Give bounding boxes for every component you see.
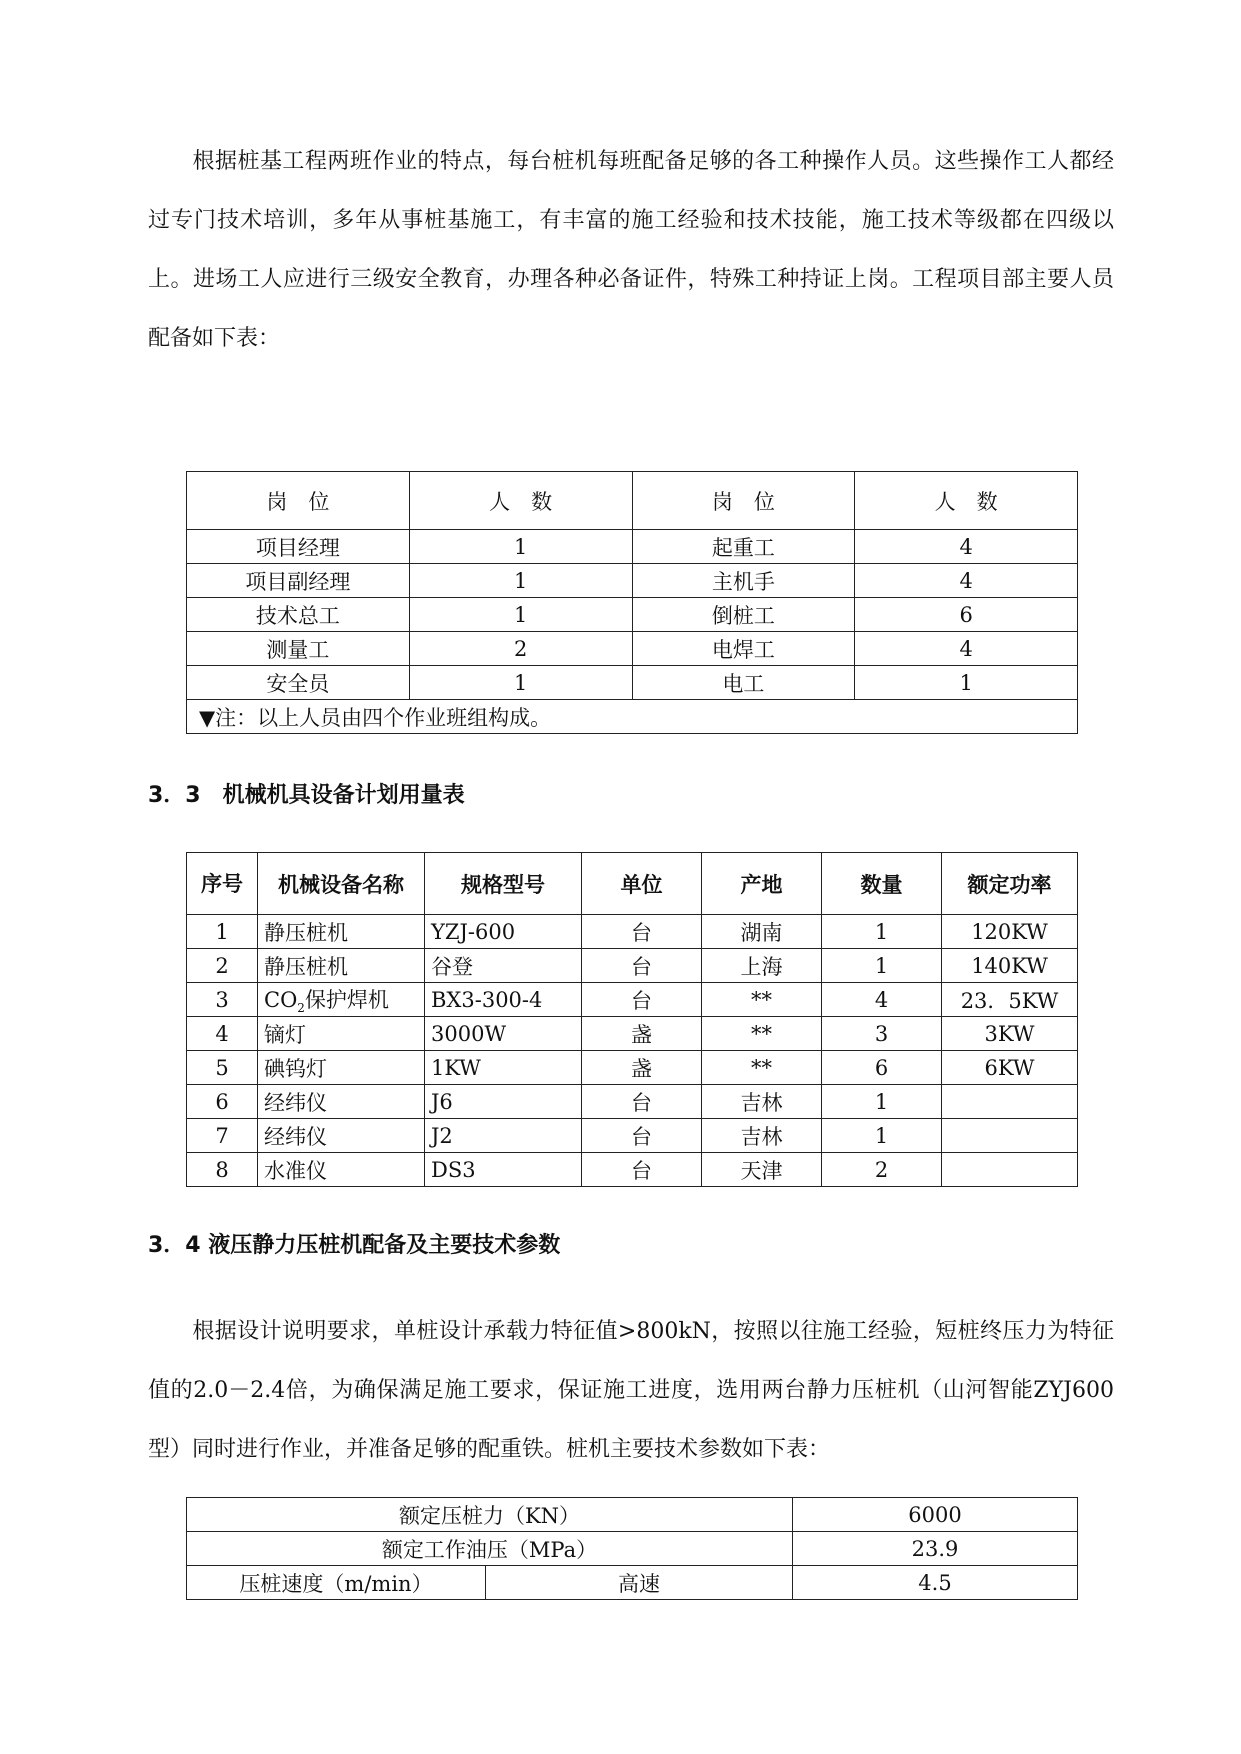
table-row xyxy=(187,1532,1078,1566)
table-cell: 6KW xyxy=(942,1051,1078,1085)
table-row xyxy=(187,1566,1078,1600)
table-cell: 4 xyxy=(187,1017,258,1051)
table-cell: 谷登 xyxy=(425,949,582,983)
table-cell: 1 xyxy=(855,666,1078,700)
section-heading-3-3: 3．3 机械机具设备计划用量表 xyxy=(148,783,465,808)
table-cell: 6 xyxy=(855,598,1078,632)
table-row xyxy=(187,1498,1078,1532)
table-cell: 台 xyxy=(582,915,702,949)
table-cell: 3KW xyxy=(942,1017,1078,1051)
table-cell: 3 xyxy=(187,983,258,1017)
table-cell: J2 xyxy=(425,1119,582,1153)
table-cell: 1 xyxy=(822,1119,942,1153)
table-row xyxy=(187,1153,1078,1187)
table-cell: 电焊工 xyxy=(632,632,855,666)
equip-header-name: 机械设备名称 xyxy=(258,853,425,915)
table-cell: 1 xyxy=(822,1085,942,1119)
table-cell: 3 xyxy=(822,1017,942,1051)
table-cell: ** xyxy=(702,1051,822,1085)
table-cell: 140KW xyxy=(942,949,1078,983)
table-cell: 120KW xyxy=(942,915,1078,949)
table-row xyxy=(187,1051,1078,1085)
equip-header-origin: 产地 xyxy=(702,853,822,915)
param-label: 额定工作油压（MPa） xyxy=(187,1532,793,1566)
table-row xyxy=(187,632,1078,666)
table-row xyxy=(187,1119,1078,1153)
equip-header-model: 规格型号 xyxy=(425,853,582,915)
table-cell: YZJ-600 xyxy=(425,915,582,949)
param-value: 6000 xyxy=(793,1498,1078,1532)
table-cell: 盏 xyxy=(582,1017,702,1051)
table-cell: 天津 xyxy=(702,1153,822,1187)
table-cell: 主机手 xyxy=(632,564,855,598)
table-cell: 7 xyxy=(187,1119,258,1153)
table-cell: 2 xyxy=(187,949,258,983)
table-cell: 水准仪 xyxy=(258,1153,425,1187)
table-cell: 1 xyxy=(409,564,632,598)
table-cell: 23．5KW xyxy=(942,983,1078,1017)
co2-subscript: 2 xyxy=(297,1001,305,1016)
table-cell: 镝灯 xyxy=(258,1017,425,1051)
table-cell: 3000W xyxy=(425,1017,582,1051)
table-note: ▼注：以上人员由四个作业班组构成。 xyxy=(187,700,1078,734)
table-cell: 盏 xyxy=(582,1051,702,1085)
co2-text: CO xyxy=(264,987,298,1012)
table-row xyxy=(187,530,1078,564)
table-note-row xyxy=(187,700,1078,734)
table-cell: 台 xyxy=(582,949,702,983)
table-row xyxy=(187,598,1078,632)
table-cell: 静压桩机 xyxy=(258,915,425,949)
staff-table xyxy=(186,471,1078,734)
table-cell: 吉林 xyxy=(702,1119,822,1153)
intro-paragraph-text: 根据桩基工程两班作业的特点，每台桩机每班配备足够的各工种操作人员。这些操作工人都经过专门技术培训，多年从事桩基施工，有丰富的施工经验和技术技能，施工技术等级都在四级以上。进场工人应进行三级安全教育，办理各种必备证件，特殊工种持证上岗。工程项目部主要人员配备如下表： xyxy=(148,149,1114,351)
param-sublabel: 高速 xyxy=(486,1566,793,1600)
table-cell: 1 xyxy=(187,915,258,949)
table-cell: 上海 xyxy=(702,949,822,983)
table-cell: 碘钨灯 xyxy=(258,1051,425,1085)
table-row xyxy=(187,666,1078,700)
table-cell: 经纬仪 xyxy=(258,1085,425,1119)
table-cell: 倒桩工 xyxy=(632,598,855,632)
table-cell: 4 xyxy=(855,632,1078,666)
table-cell: 5 xyxy=(187,1051,258,1085)
staff-table-header xyxy=(187,472,1078,530)
staff-header-count: 人 数 xyxy=(409,472,632,530)
table-row xyxy=(187,983,1078,1017)
table-cell: 台 xyxy=(582,1085,702,1119)
table-cell: 湖南 xyxy=(702,915,822,949)
table-row xyxy=(187,564,1078,598)
table-cell: 6 xyxy=(822,1051,942,1085)
table-cell: 1 xyxy=(822,915,942,949)
co2-name-rest: 保护焊机 xyxy=(304,987,389,1012)
table-cell: 测量工 xyxy=(187,632,410,666)
table-cell: 电工 xyxy=(632,666,855,700)
equip-header-index: 序号 xyxy=(187,853,258,915)
table-cell xyxy=(942,1085,1078,1119)
equipment-table-header xyxy=(187,853,1078,915)
table-cell: 安全员 xyxy=(187,666,410,700)
table-cell: 6 xyxy=(187,1085,258,1119)
intro-paragraph xyxy=(148,132,1114,368)
table-cell: 技术总工 xyxy=(187,598,410,632)
table-cell: 经纬仪 xyxy=(258,1119,425,1153)
table-cell: 1 xyxy=(409,666,632,700)
table-row xyxy=(187,1017,1078,1051)
equip-header-power: 额定功率 xyxy=(942,853,1078,915)
param-label: 额定压桩力（KN） xyxy=(187,1498,793,1532)
staff-header-count: 人 数 xyxy=(855,472,1078,530)
table-row xyxy=(187,1085,1078,1119)
param-paragraph-text: 根据设计说明要求，单桩设计承载力特征值>800kN，按照以往施工经验，短桩终压力为特征值的2.0－2.4倍，为确保满足施工要求，保证施工进度，选用两台静力压桩机（山河智能ZYJ600型）同时进行作业，并准备足够的配重铁。桩机主要技术参数如下表： xyxy=(148,1319,1114,1462)
table-cell: 静压桩机 xyxy=(258,949,425,983)
staff-header-post: 岗 位 xyxy=(632,472,855,530)
table-cell: 4 xyxy=(822,983,942,1017)
param-value: 23.9 xyxy=(793,1532,1078,1566)
table-cell: 项目经理 xyxy=(187,530,410,564)
table-cell: 1 xyxy=(822,949,942,983)
table-cell: J6 xyxy=(425,1085,582,1119)
table-cell: 2 xyxy=(822,1153,942,1187)
table-cell: 2 xyxy=(409,632,632,666)
equipment-table xyxy=(186,852,1078,1187)
staff-header-post: 岗 位 xyxy=(187,472,410,530)
table-cell: 台 xyxy=(582,1119,702,1153)
table-cell: BX3-300-4 xyxy=(425,983,582,1017)
table-cell: 台 xyxy=(582,1153,702,1187)
table-cell: 台 xyxy=(582,983,702,1017)
table-cell: ** xyxy=(702,983,822,1017)
table-cell: 起重工 xyxy=(632,530,855,564)
table-cell: 4 xyxy=(855,530,1078,564)
param-paragraph xyxy=(148,1302,1114,1479)
table-cell: 1KW xyxy=(425,1051,582,1085)
table-cell: 8 xyxy=(187,1153,258,1187)
section-heading-3-4: 3．4 液压静力压桩机配备及主要技术参数 xyxy=(148,1233,561,1258)
table-cell: 4 xyxy=(855,564,1078,598)
table-cell xyxy=(942,1153,1078,1187)
table-cell: DS3 xyxy=(425,1153,582,1187)
param-label: 压桩速度（m/min） xyxy=(187,1566,486,1600)
param-table xyxy=(186,1497,1078,1600)
equip-header-qty: 数量 xyxy=(822,853,942,915)
table-cell xyxy=(942,1119,1078,1153)
table-cell: 项目副经理 xyxy=(187,564,410,598)
equip-header-unit: 单位 xyxy=(582,853,702,915)
table-row xyxy=(187,949,1078,983)
table-cell: 1 xyxy=(409,530,632,564)
table-cell: ** xyxy=(702,1017,822,1051)
table-cell: 1 xyxy=(409,598,632,632)
table-cell xyxy=(258,983,425,1017)
param-value: 4.5 xyxy=(793,1566,1078,1600)
table-row xyxy=(187,915,1078,949)
table-cell: 吉林 xyxy=(702,1085,822,1119)
